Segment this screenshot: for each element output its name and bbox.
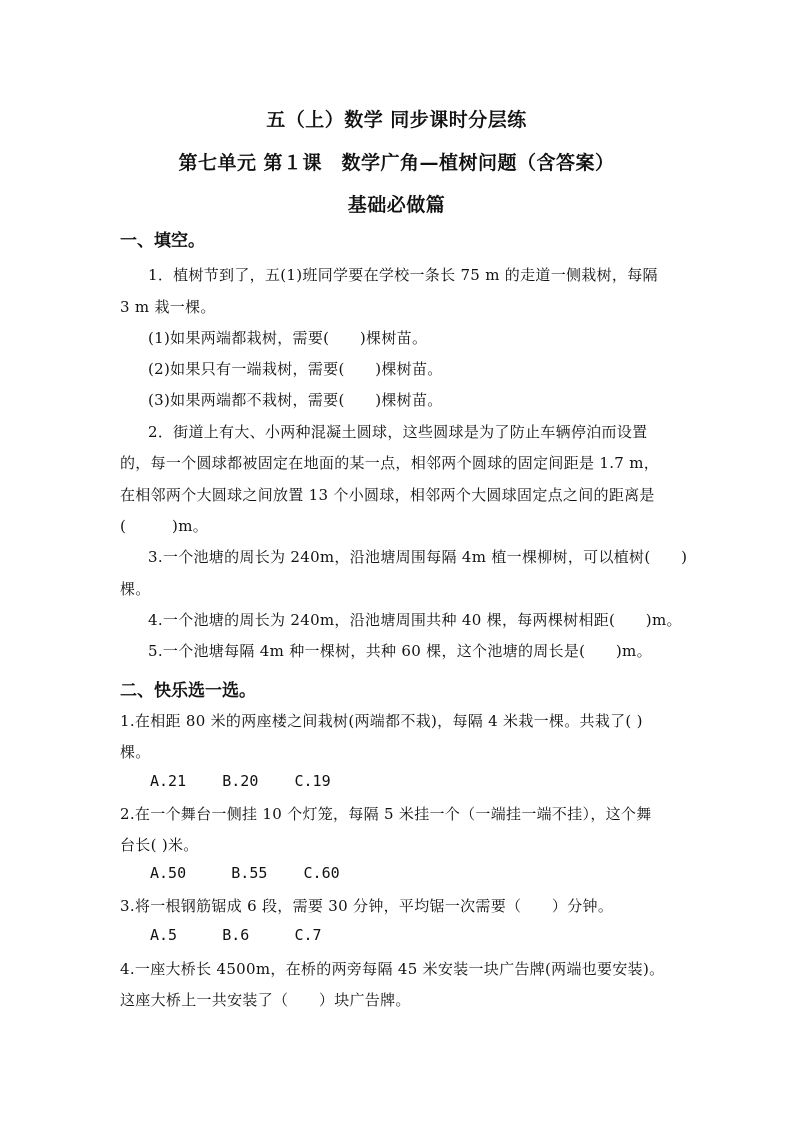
question-text: ( )m。 (120, 517, 209, 535)
question-text: 2.在一个舞台一侧挂 10 个灯笼，每隔 5 米挂一个（一端挂一端不挂），这个舞 (120, 805, 652, 823)
question-text: 在相邻两个大圆球之间放置 13 个小圆球，相邻两个大圆球固定点之间的距离是 (120, 486, 655, 504)
answer-options: A.5 B.6 C.7 (150, 926, 322, 944)
level-subtitle: 基础必做篇 (347, 194, 446, 216)
question-text: 4.一座大桥长 4500m，在桥的两旁每隔 45 米安装一块广告牌(两端也要安装)。 (120, 960, 665, 978)
question-text: 3.一个池塘的周长为 240m，沿池塘周围每隔 4m 植一棵柳树，可以植树( ) (148, 548, 688, 566)
question-text: 台长( )米。 (120, 836, 199, 854)
question-text: 5.一个池塘每隔 4m 种一棵树，共种 60 棵，这个池塘的周长是( )m。 (148, 642, 652, 660)
question-text: 2．街道上有大、小两种混凝土圆球，这些圆球是为了防止车辆停泊而设置 (148, 423, 648, 441)
question-text: 棵。 (120, 580, 151, 598)
sub-question-text: (2)如果只有一端栽树，需要( )棵树苗。 (148, 360, 443, 378)
section-heading-fill-blank: 一、填空。 (120, 231, 205, 251)
question-text: 4.一个池塘的周长为 240m，沿池塘周围共种 40 棵，每两棵树相距( )m。 (148, 611, 682, 629)
question-text: 1．植树节到了，五(1)班同学要在学校一条长 75 m 的走道一侧栽树，每隔 (148, 266, 658, 284)
sub-question-text: (3)如果两端都不栽树，需要( )棵树苗。 (148, 391, 443, 409)
question-text: 的，每一个圆球都被固定在地面的某一点，相邻两个圆球的固定间距是 1.7 m， (120, 454, 660, 472)
answer-options: A.50 B.55 C.60 (150, 864, 340, 882)
answer-options: A.21 B.20 C.19 (150, 772, 331, 790)
question-text: 棵。 (120, 743, 151, 761)
question-text: 这座大桥上一共安装了（ ）块广告牌。 (120, 991, 411, 1009)
question-text: 3 m 栽一棵。 (120, 298, 216, 316)
sub-question-text: (1)如果两端都栽树，需要( )棵树苗。 (148, 329, 428, 347)
section-heading-multiple-choice: 二、快乐选一选。 (120, 681, 256, 701)
document-title: 五（上）数学 同步课时分层练 (266, 109, 527, 131)
question-text: 3.将一根钢筋锯成 6 段，需要 30 分钟，平均锯一次需要（ ）分钟。 (120, 897, 614, 915)
question-text: 1.在相距 80 米的两座楼之间栽树(两端都不栽)，每隔 4 米栽一棵。共栽了( ) (120, 712, 643, 730)
unit-lesson-title: 第七单元 第１课 数学广角—植树问题（含答案） (178, 152, 615, 174)
